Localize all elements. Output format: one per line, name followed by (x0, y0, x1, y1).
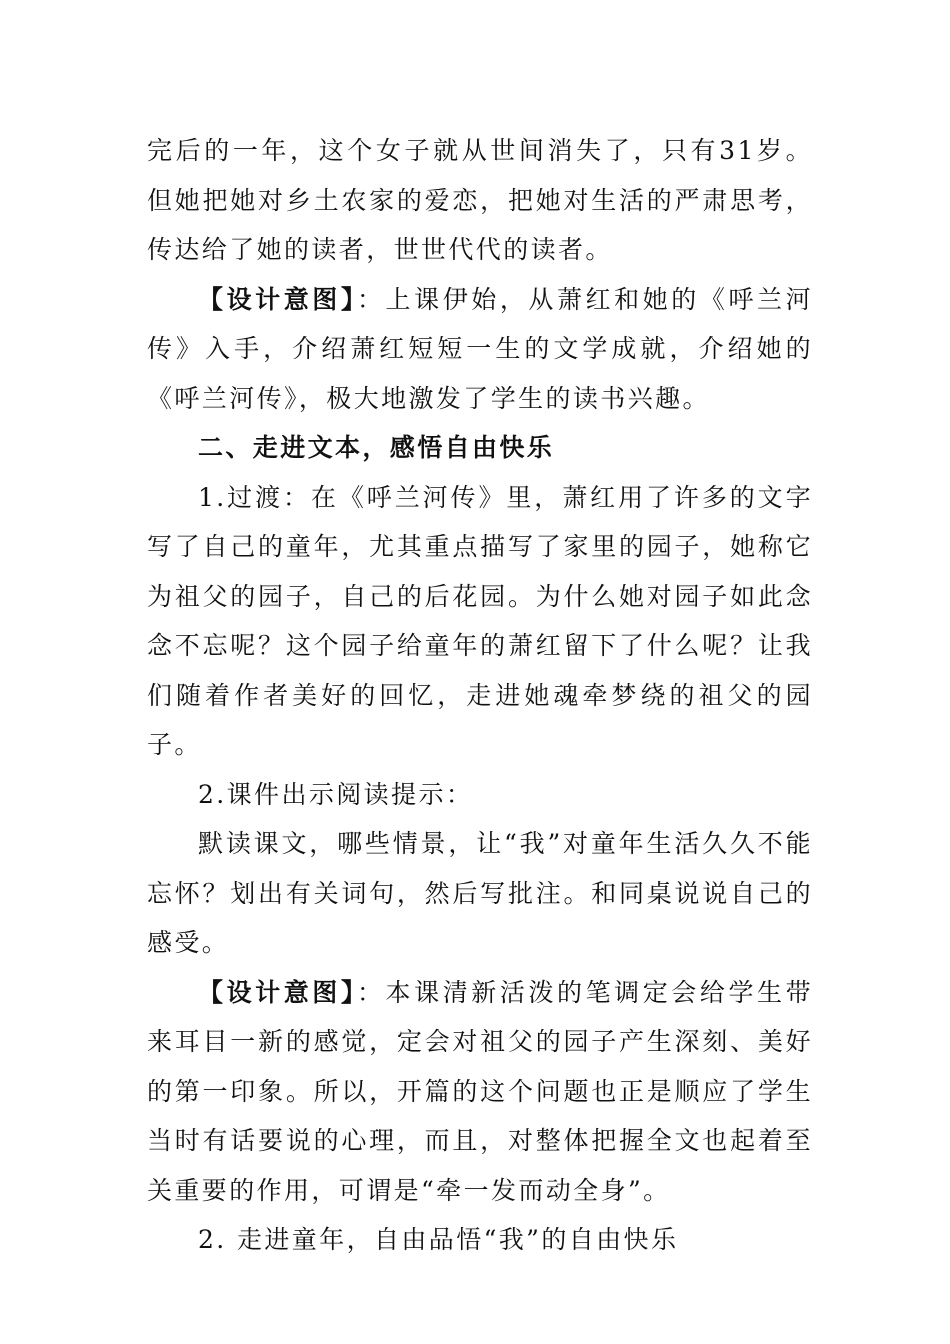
paragraph-design-intent-1 (147, 275, 813, 424)
design-intent-label: 【设计意图】 (198, 977, 357, 1007)
paragraph-text: 1.过渡：在《呼兰河传》里，萧红用了许多的文字写了自己的童年，尤其重点描写了家里的园子，她称它为祖父的园子，自己的后花园。为什么她对园子如此念念不忘呢？这个园子给童年的萧红留下了什么呢？让我们随着作者美好的回忆，走进她魂牵梦绕的祖父的园子。 (147, 482, 813, 759)
design-intent-label: 【设计意图】 (198, 284, 357, 314)
section-heading (147, 423, 813, 473)
paragraph-design-intent-2 (147, 968, 813, 1216)
paragraph-text: 2.课件出示阅读提示： (198, 779, 474, 809)
paragraph-text: ：上课伊始，从萧红和她的《呼兰河传》入手，介绍萧红短短一生的文学成就，介绍她的《呼兰河传》，极大地激发了学生的读书兴趣。 (147, 284, 814, 413)
paragraph-reading-hint (147, 819, 813, 968)
paragraph-transition (147, 473, 813, 770)
document-body (147, 126, 813, 1265)
paragraph-xiaohong-life (147, 126, 813, 275)
paragraph-text: 2. 走进童年，自由品悟“我”的自由快乐 (198, 1225, 679, 1254)
paragraph-text: ：本课清新活泼的笔调定会给学生带来耳目一新的感觉，定会对祖父的园子产生深刻、美好的第一印象。所以，开篇的这个问题也正是顺应了学生当时有话要说的心理，而且，对整体把握全文也起着至关重要的作用，可谓是“牵一发而动全身”。 (147, 977, 814, 1205)
paragraph-text: 完后的一年，这个女子就从世间消失了，只有31岁。但她把她对乡土农家的爱恋，把她对生活的严肃思考，传达给了她的读者，世世代代的读者。 (147, 136, 813, 264)
paragraph-text: 默读课文，哪些情景，让“我”对童年生活久久不能忘怀？划出有关词句，然后写批注。和同桌说说自己的感受。 (147, 829, 813, 957)
paragraph-reading-hint-title (147, 770, 813, 820)
paragraph-step-2 (147, 1215, 813, 1265)
section-heading-text: 二、走进文本，感悟自由快乐 (198, 433, 555, 462)
